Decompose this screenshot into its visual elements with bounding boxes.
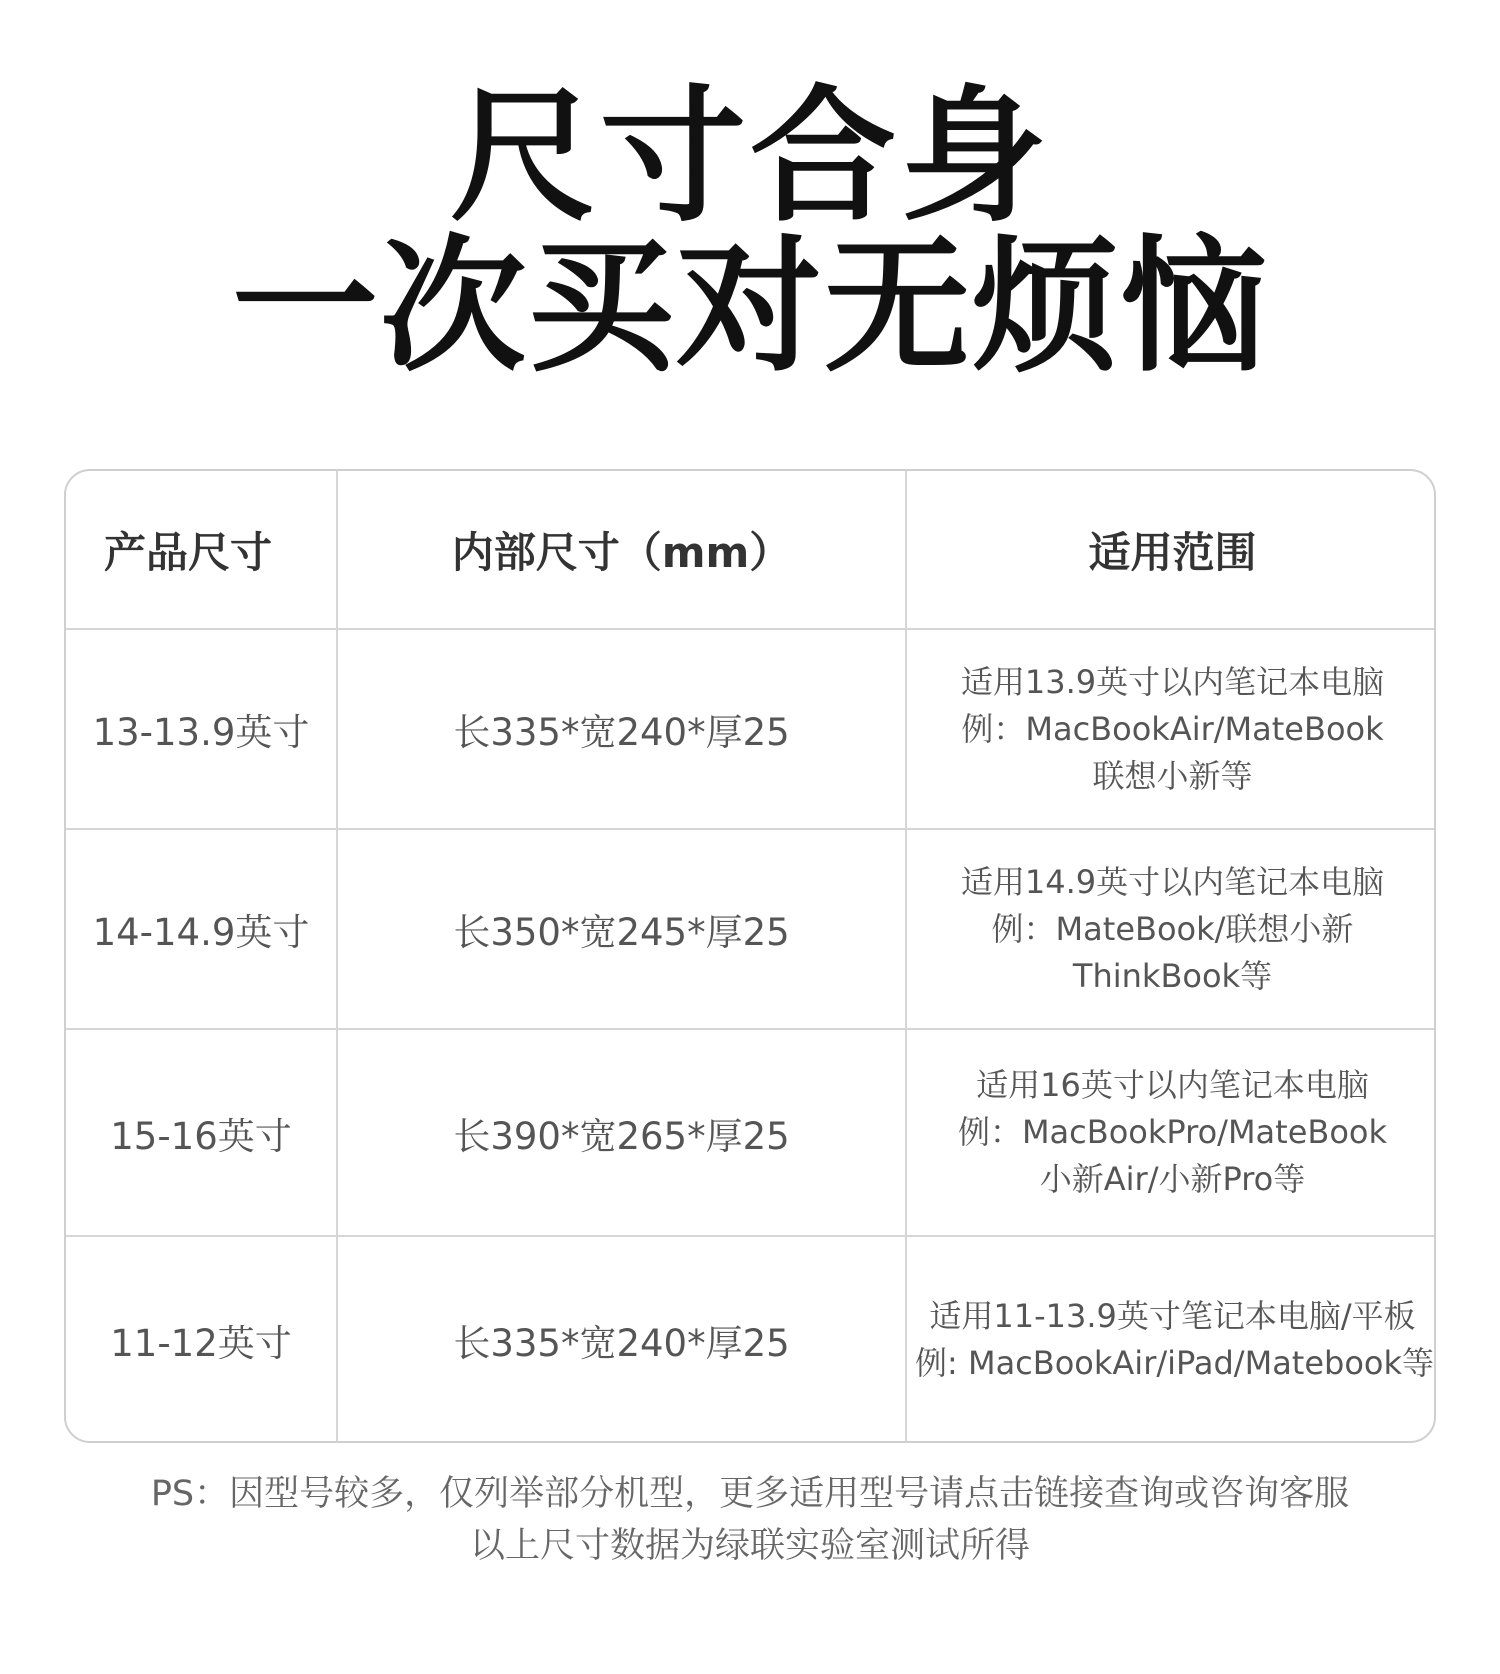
range-line: 例: MacBookAir/iPad/Matebook等: [915, 1343, 1435, 1382]
cell-product-size: 14-14.9英寸: [66, 829, 337, 1029]
range-line: 联想小新等: [1092, 756, 1253, 795]
headline-line-2: 一次买对无烦恼: [232, 222, 1268, 392]
header-product-size: 产品尺寸: [66, 471, 337, 629]
footnote-line-2: 以上尺寸数据为绿联实验室测试所得: [469, 1526, 1030, 1566]
range-line: 适用16英寸以内笔记本电脑: [976, 1066, 1369, 1104]
cell-inner-size: 长335*宽240*厚25: [337, 1236, 906, 1442]
cell-product-size: 13-13.9英寸: [66, 629, 337, 829]
footnote-line-1: PS：因型号较多，仅列举部分机型，更多适用型号请点击链接查询或咨询客服: [150, 1474, 1350, 1514]
header-inner-size: 内部尺寸（mm）: [337, 471, 906, 629]
cell-inner-size: 长335*宽240*厚25: [337, 629, 906, 829]
range-line: 例：MacBookPro/MateBook: [957, 1113, 1388, 1151]
cell-product-size: 15-16英寸: [66, 1029, 337, 1236]
cell-applicable-range: [906, 1236, 1436, 1442]
range-line: 小新Air/小新Pro等: [1039, 1160, 1306, 1198]
cell-applicable-range: [906, 629, 1436, 829]
range-line: 适用11-13.9英寸笔记本电脑/平板: [929, 1296, 1416, 1335]
range-line: 例：MateBook/联想小新: [991, 909, 1354, 948]
range-line: 例：MacBookAir/MateBook: [961, 709, 1384, 748]
headline-line-1: 尺寸合身: [450, 72, 1050, 242]
table-row: [66, 829, 1436, 1029]
table-row: [66, 1029, 1436, 1236]
range-line: 适用13.9英寸以内笔记本电脑: [960, 662, 1385, 701]
range-line: ThinkBook等: [1072, 956, 1273, 995]
cell-applicable-range: [906, 1029, 1436, 1236]
range-line: 适用14.9英寸以内笔记本电脑: [960, 862, 1385, 901]
cell-applicable-range: [906, 829, 1436, 1029]
cell-product-size: 11-12英寸: [66, 1236, 337, 1442]
table-row: [66, 1236, 1436, 1442]
cell-inner-size: 长390*宽265*厚25: [337, 1029, 906, 1236]
header-applicable-range: 适用范围: [906, 471, 1436, 629]
table-row: [66, 629, 1436, 829]
table-header-row: [66, 471, 1436, 629]
size-table: [64, 469, 1436, 1443]
cell-inner-size: 长350*宽245*厚25: [337, 829, 906, 1029]
